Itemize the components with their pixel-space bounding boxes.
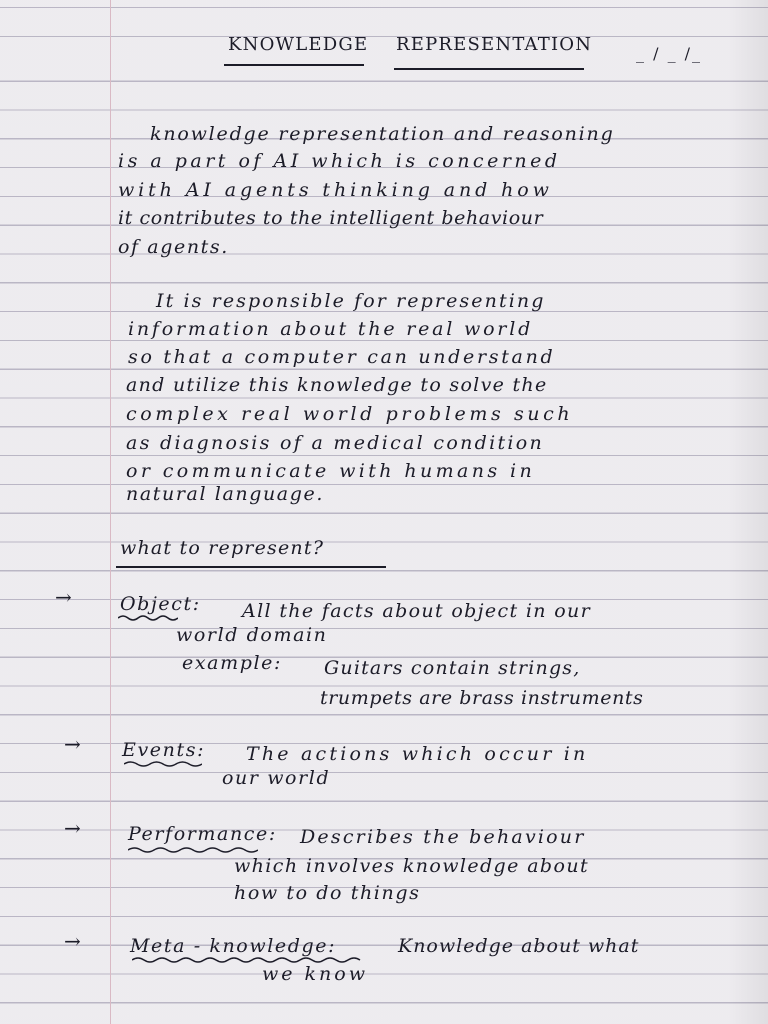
margin-line: [110, 0, 111, 1024]
performance-label: Performance:: [128, 823, 277, 845]
arrow-icon: →: [64, 816, 81, 840]
p1-line: knowledge representation and reasoning: [150, 123, 615, 145]
heading-underline: [116, 566, 386, 568]
p2-line: It is responsible for representing: [156, 290, 546, 312]
object-line-1: All the facts about object in our: [242, 600, 592, 622]
meta-line-1: Knowledge about what: [398, 935, 640, 957]
object-label: Object:: [120, 593, 201, 615]
section-heading: what to represent?: [120, 537, 325, 559]
performance-line-3: how to do things: [234, 882, 421, 904]
p2-line: as diagnosis of a medical condition: [126, 432, 545, 454]
p1-line: of agents.: [118, 236, 229, 258]
events-label: Events:: [122, 739, 206, 761]
title-knowledge: KNOWLEDGE: [228, 34, 369, 55]
meta-label: Meta - knowledge:: [130, 935, 337, 957]
title-underline-2: [394, 68, 584, 70]
p2-line: complex real world problems such: [126, 403, 574, 425]
title-underline-1: [224, 64, 364, 66]
arrow-icon: →: [64, 732, 81, 756]
squiggle-underline: [118, 614, 178, 622]
title-representation: REPRESENTATION: [396, 34, 593, 55]
p1-line: with AI agents thinking and how: [118, 179, 553, 201]
object-example-label: example:: [182, 652, 282, 674]
p2-line: information about the real world: [128, 318, 534, 340]
p2-line: natural language.: [126, 483, 324, 505]
p2-line: and utilize this knowledge to solve the: [126, 374, 548, 396]
p1-line: is a part of AI which is concerned: [118, 150, 561, 172]
object-example-2: trumpets are brass instruments: [320, 687, 644, 709]
object-line-2: world domain: [176, 624, 328, 646]
meta-line-2: we know: [262, 963, 368, 985]
p1-line: it contributes to the intelligent behaviour: [118, 207, 544, 229]
performance-line-1: Describes the behaviour: [300, 826, 586, 848]
events-line-1: The actions which occur in: [246, 743, 589, 765]
object-example-1: Guitars contain strings,: [324, 657, 581, 679]
squiggle-underline: [124, 760, 202, 768]
performance-line-2: which involves knowledge about: [234, 855, 590, 877]
arrow-icon: →: [55, 585, 72, 609]
date-placeholder: _ / _ /_: [636, 44, 703, 63]
p2-line: or communicate with humans in: [126, 460, 536, 482]
arrow-icon: →: [64, 929, 81, 953]
p2-line: so that a computer can understand: [128, 346, 556, 368]
events-line-2: our world: [222, 767, 331, 789]
